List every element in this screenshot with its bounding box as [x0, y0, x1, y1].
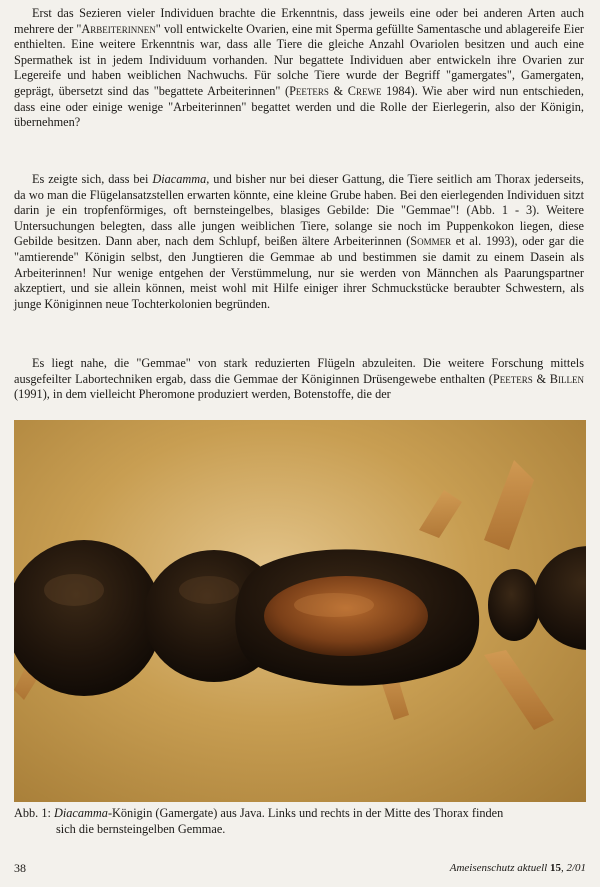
text-run: 1984). Wie aber wird nun entschieden, dass eine oder einige wenige "Arbeiterinnen" begattet werden und die Rolle der Eierlegerin, also der Königin, übernehmen? [14, 83, 584, 130]
text-run: " voll entwickelte Ovarien, eine mit Sperma gefüllte Samentasche und ablagereife Eier enthielten. Eine weitere Erkenntnis war, dass alle Tiere die gleiche Anzahl Ovariolen besitzen und auch eine Spermathek ist in jedem Individuum vorhanden. Nur begattete Individuen aber entwickeln ihre Ovarien zur Legereife und haben weiblichen Nachwuchs. Für solche Tiere wurde der Begriff "gamergates", Gamergaten, geprägt, übersetzt sind das "begattete Arbeiterinnen" ( [14, 21, 584, 98]
journal-reference [450, 862, 586, 874]
caption-text: -Königin (Gamergate) aus Java. Links und rechts in der Mitte des Thorax finden [107, 806, 504, 820]
figure-caption [14, 806, 586, 837]
text-run: Es zeigte sich, dass bei [32, 172, 153, 186]
ant-leg [484, 460, 534, 550]
text-run: Erst das Sezieren vieler Individuen brachte die Erkenntnis, dass jeweils eine oder bei anderen Arten auch mehrere der " [14, 6, 584, 36]
journal-volume: 15 [549, 862, 561, 874]
citation-authors: Peeters & Billen [492, 371, 584, 386]
taxon-name: Diacamma [152, 172, 207, 186]
ant-petiole [488, 569, 540, 641]
text-run: (1991), in dem vielleicht Pheromone produziert werden, Botenstoffe, die der [14, 387, 391, 402]
caption-label: Abb. 1: [14, 806, 54, 820]
small-caps-term: Arbeiterinnen [81, 21, 156, 36]
ant-head [14, 540, 162, 696]
paragraph-wing-origin [14, 356, 584, 403]
caption-taxon: Diacamma [53, 806, 108, 820]
text-run: et al. 1993), oder gar die "amtierende" Königin selbst, den Jungtieren die Gemmae ab und bestimmen sie damit zu einem Dasein als Arbeiterinnen! Nur wenige entgehen der Verstümmelung, nur sie werden von Männchen als Paarungspartner akzeptiert, und sie allein können, meist wohl mit Hilfe einiger ihrer Schmuckstücke beraubter Schwestern, als junge Königinnen neue Tochterkolonien begründen. [14, 234, 584, 311]
page-number: 38 [14, 861, 26, 875]
citation-authors: Peeters & Crewe [289, 83, 382, 98]
caption-text: sich die bernsteingelben Gemmae. [56, 821, 226, 836]
paragraph-gemmae [14, 172, 584, 312]
ant-leg [484, 650, 554, 730]
paragraph-gamergates [14, 6, 584, 131]
ant-illustration [14, 420, 586, 802]
text-run: , und bisher nur bei dieser Gattung, die Tiere seitlich am Thorax jederseits, da wo man die Flügelansatzstellen erwarten könnte, eine kleine Grube haben. Bei den eierlegenden Individuen sitzt darin je ein tropfenförmiges, oft bernsteingelbes, blasiges Gebilde: Die "Gemmae"! (Abb. 1 - 3). Weitere Untersuchungen belegten, dass alle jungen weiblichen Tiere, solange sie noch im Puppenkokon liegen, diese Gebilde besitzen. Dann aber, nach dem Schlupf, beißen ältere Arbeiterinnen ( [14, 172, 584, 249]
ant-photograph [14, 420, 586, 802]
journal-issue: , 2/01 [560, 862, 586, 874]
text-run: Es liegt nahe, die "Gemmae" von stark reduzierten Flügeln abzuleiten. Die weitere Forschung mittels ausgefeilter Labortechniken ergab, dass die Gemmae der Königinnen Drüsengewebe enthalten ( [14, 356, 584, 386]
citation-authors: Sommer [410, 234, 452, 249]
ant-leg [419, 490, 462, 538]
journal-title: Ameisenschutz aktuell [449, 862, 550, 874]
ant-gaster [534, 546, 586, 650]
